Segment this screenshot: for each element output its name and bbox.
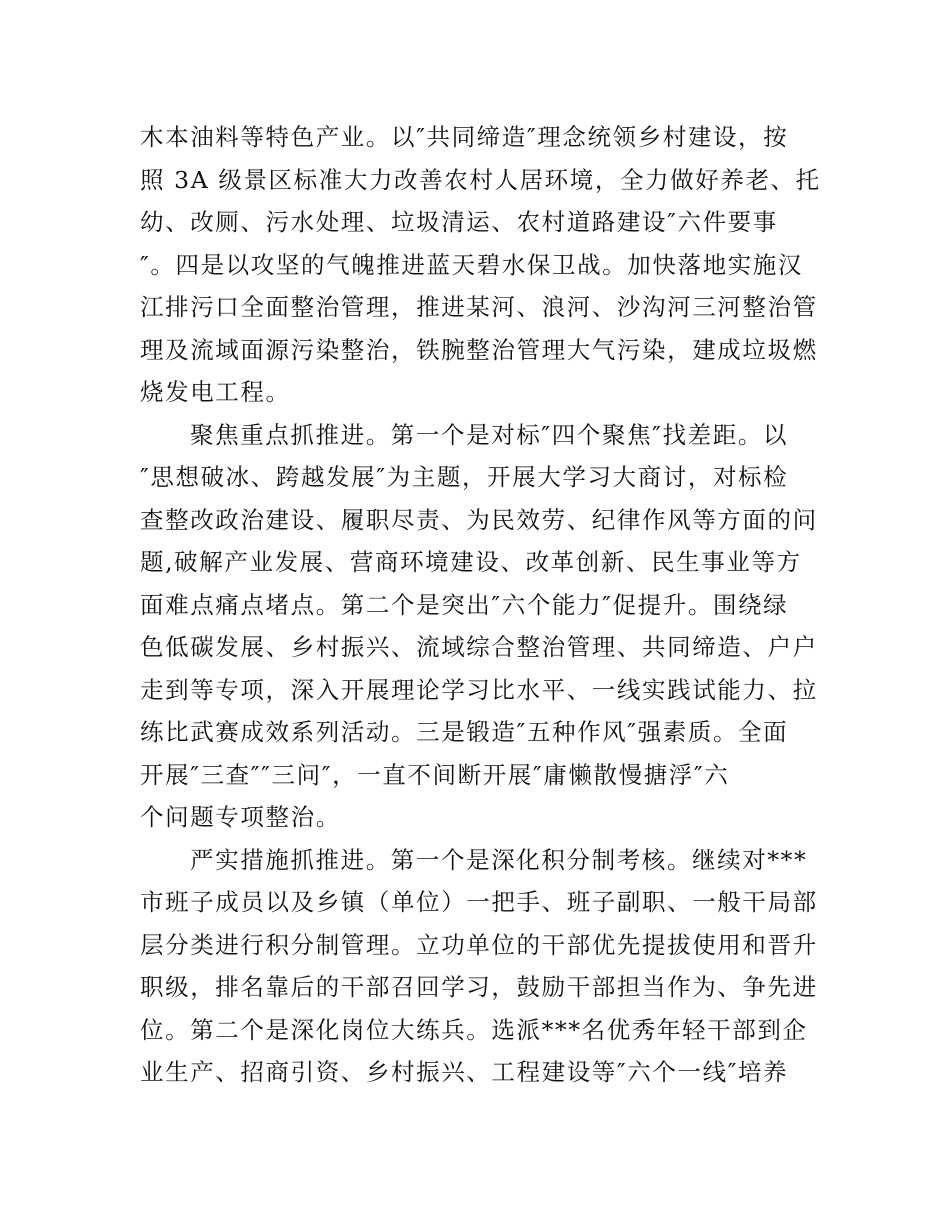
text-line: 江排污口全面整治管理，推进某河、浪河、沙沟河三河整治管 [140, 293, 818, 321]
text-line: 理及流域面源污染整治，铁腕整治管理大气污染，建成垃圾燃 [140, 335, 818, 364]
text-line: 层分类进行积分制管理。立功单位的干部优先提拔使用和晋升 [140, 930, 818, 959]
text-line: ″思想破冰、跨越发展″为主题，开展大学习大商讨，对标检 [140, 463, 789, 491]
text-line: 业生产、招商引资、乡村振兴、工程建设等″六个一线″培养 [140, 1058, 789, 1086]
paragraph-rural-environment [140, 116, 821, 414]
text-line: 市班子成员以及乡镇（单位）一把手、班子副职、一般干局部 [140, 888, 818, 916]
document-body [140, 116, 821, 1094]
text-line: 聚焦重点抓推进。第一个是对标″四个聚焦″找差距。以 [190, 420, 789, 449]
text-line: 严实措施抓推进。第一个是深化积分制考核。继续对*** [190, 845, 808, 874]
paragraph-focus-priorities [140, 414, 818, 839]
text-line: 职级，排名靠后的干部召回学习，鼓励干部担当作为、争先进 [140, 973, 818, 1001]
text-line: 面难点痛点堵点。第二个是突出″六个能力″促提升。围绕绿 [140, 590, 789, 619]
text-line: 题,破解产业发展、营商环境建设、改革创新、民生事业等方 [140, 548, 802, 576]
text-line: 幼、改厕、污水处理、垃圾清运、农村道路建设″六件要事 [140, 208, 778, 236]
text-line: 走到等专项，深入开展理论学习比水平、一线实践试能力、拉 [140, 675, 818, 704]
text-line: 照 3A 级景区标准大力改善农村人居环境，全力做好养老、托 [140, 165, 821, 194]
paragraph-strict-measures [140, 839, 818, 1094]
text-line: 位。第二个是深化岗位大练兵。选派***名优秀年轻干部到企 [140, 1015, 808, 1044]
text-line: 开展″三查″″三问″，一直不间断开展″庸懒散慢搪浮″六 [140, 760, 730, 789]
text-line: 个问题专项整治。 [140, 803, 341, 831]
text-line: 烧发电工程。 [140, 378, 291, 406]
text-line: ″。四是以攻坚的气魄推进蓝天碧水保卫战。加快落地实施汉 [140, 250, 803, 279]
text-line: 色低碳发展、乡村振兴、流域综合整治管理、共同缔造、户户 [140, 633, 818, 661]
text-line: 木本油料等特色产业。以″共同缔造″理念统领乡村建设，按 [140, 123, 789, 151]
text-line: 练比武赛成效系列活动。三是锻造″五种作风″强素质。全面 [140, 718, 789, 746]
text-line: 查整改政治建设、履职尽责、为民效劳、纪律作风等方面的问 [140, 505, 818, 534]
